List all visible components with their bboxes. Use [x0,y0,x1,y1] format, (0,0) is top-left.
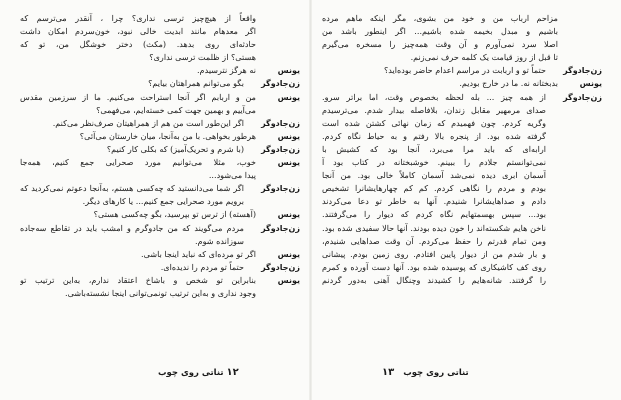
dialogue-line: می‌آییم و بهمین جهت کمی خسته‌ایم، می‌فهمی؟ [96,104,256,115]
text-line: هستی؟ از ظلمت ترسی نداری؟ [149,52,256,63]
dialogue-line: آسمان ابری دیده نمی‌شد آسمان کاملاً خالی بود. من آنجا [322,170,546,181]
dialogue-line: ارابه‌ای که باید مرا می‌برد، آنجا بود که کشیش با [322,143,546,154]
dialogue-entry [20,248,300,261]
paragraph-lines [20,12,256,64]
dialogue-entry [20,77,300,90]
page-number: ۱۳ [382,366,395,378]
dialogue-entry [322,91,602,287]
speaker-name: زن‌جادوگر [261,262,300,272]
dialogue-line: روی کف کاشیکاری که پوسیده شده بود. آنها دست آورده و کمرم [322,261,546,272]
dialogue-line: سوزانده شوم. [195,235,244,246]
speaker-name: یونس [277,131,300,141]
dialogue-line: خوب، مثلا می‌توانیم مورد صحرایی جمع کنیم، همه‌جا [20,157,256,168]
speaker-name: زن‌جادوگر [261,144,300,154]
dialogue-line: بودم و مردم را نگاهی کردم. کم کم چهارهایشانرا تشخیص [322,183,546,194]
dialogue-entry [322,77,602,90]
dialogue-line: بدبختانه نه. ما در خارج بودیم. [459,78,558,89]
dialogue-line: نه هرگز نترسیدم. [196,65,256,76]
page-footer [382,366,469,380]
dialogue-line: و بار شدم من از دیوار پایین افتادم. روی زمین بودم. پیشانی [322,248,546,259]
dialogue-line: گرفته شده بود. از پنجره بالا رفتم و به حیاط نگاه کردم. [322,130,546,141]
left-page [20,12,300,384]
dialogue-line: دادم و صداهایشانرا شنیدم. آنها به خاطر تو دعا می‌کردند [322,196,546,207]
dialogue-line: حتماً تو مردم را ندیده‌ای. [160,261,244,272]
speaker-name: یونس [579,79,602,89]
dialogue-line: (با شرم و تحریک‌آمیز) که بکلی کار کنیم؟ [106,143,244,154]
dialogue-line: مردم می‌گویند که من جادوگرم و امشب باید در تقاطع سه‌جاده [20,222,244,233]
speaker-name: یونس [277,275,300,285]
dialogue-line: حتماً تو و اربابت در مراسم اعدام حاضر بوده‌اید؟ [383,65,546,76]
speaker-name: یونس [277,66,300,76]
text-line: واقعاً از هیچ‌چیز ترسی نداری؟ چرا ، آنقدر می‌ترسم که [20,13,256,23]
dialogue-line: من و اربابم اگر آنجا استراحت می‌کنیم. ما از سرزمین مقدس [20,91,256,102]
right-page [322,12,602,384]
dialogue-line: از همه چیز ... بله لحظه بخصوص وقت، اما براتر سرو. [322,91,546,102]
dialogue-entry [20,130,300,143]
text-line: تا قبل از روز قیامت یک کلمه حرف نمی‌زنم. [410,52,558,63]
speaker-name: یونس [277,249,300,259]
dialogue-line: وگریه کردم. چون فهمیدم که زمان نهائی کشتن شده است [322,117,546,128]
speaker-spacer [256,12,300,64]
running-title: تناتی روی چوب [403,367,469,378]
paragraph [322,12,602,64]
paragraph [20,12,300,64]
dialogue-line: اگر شما می‌دانستید که چه‌کسی هستم، به‌آنجا دعوتم نمی‌کردید که [20,183,244,194]
text-line: حادثه‌ای روی بدهد. (مکث) دختر خوشگل من، تو که [20,39,256,50]
dialogue-line: پیدا می‌شود... [208,170,256,181]
dialogue-line: بود... سپس بهسمتهایم نگاه کردم که دیوار را می‌گرفتند. [322,209,546,220]
speaker-name: زن‌جادوگر [261,223,300,233]
dialogue-entry [322,64,602,77]
dialogue-line: ومن تمام قدرتم را حفظ می‌کردم. آن وقت صداهایی شنیدم، [322,235,546,246]
speaker-name: زن‌جادوگر [563,92,602,102]
dialogue-line: هرطور بخواهی. با من به‌آنجا، میان خارستان می‌آئی؟ [79,130,256,141]
speaker-name: زن‌جادوگر [261,79,300,89]
dialogue-entry [20,182,300,208]
text-line: اصلا سرد نمی‌آورم و آن وقت همه‌چیز را مسخره می‌گیرم [322,39,558,50]
text-line: اگر معدهام مانند ابدیت خالی نبود، خون‌سردم امکان داشت [20,26,256,37]
dialogue-line: بگو می‌توانم همراهتان بیایم؟ [148,78,244,89]
speaker-name: یونس [277,92,300,102]
speaker-spacer [558,12,602,64]
text-line: مزاحم ارباب من و خود من بشوی، مگر اینکه ماهم مرده [322,13,558,23]
dialogue-line: صدای مرمهیر مقابل زندان، بلافاصله بیدار شدم. می‌ترسیدم [322,104,546,115]
dialogue-entry [20,208,300,221]
book-gutter [309,0,312,400]
speaker-name: زن‌جادوگر [261,184,300,194]
dialogue-entry [20,274,300,300]
dialogue-line: وجود نداری و به‌این ترتیب تونمی‌توانی اینجا نشسته‌باشی. [65,287,256,298]
dialogue-line: (آهسته) از ترس تو بپرسید، بگو چه‌کسی هستی؟ [93,209,256,220]
dialogue-line: ناخن هایم شکسته‌اند را خون دیده بودند. آنها حالا سفیدی شده بود. [322,222,546,233]
dialogue-entry [20,261,300,274]
dialogue-line: برویم مورد صحرایی جمع کنیم... یا کارهای دیگر. [82,196,244,207]
dialogue-line: بنابراین تو شخص و باشاخ اعتقاد ندارم، به‌این ترتیب تو [20,274,256,285]
dialogue-line: اگر تو مرده‌ای که نباید اینجا باشی. [141,248,256,259]
running-title: تناتی روی چوب [158,367,224,378]
page-number: ۱۲ [226,366,239,378]
dialogue-entry [20,156,300,182]
speaker-name: یونس [277,210,300,220]
dialogue-line: نمی‌توانستم جلادم را ببینم. خوشبختانه در کتاب بود آ [322,157,546,168]
dialogue-line: اگر این‌طور است من هم از همراهیتان صرف‌نظر می‌کنم. [52,117,244,128]
dialogue-line: را گرفتند. شانه‌هایم را کشیدند وچنگال آهنی به‌دور گردنم [322,274,546,285]
speaker-name: زن‌جادوگر [261,118,300,128]
text-line: باشیم و مبدل بخیمه شده باشیم... اگر اینطور باشد من [322,26,558,37]
dialogue-entry [20,64,300,77]
dialogue-entry [20,143,300,156]
dialogue-entry [20,222,300,248]
page-footer [158,366,245,380]
dialogue-entry [20,117,300,130]
speaker-name: یونس [277,158,300,168]
speaker-name: زن‌جادوگر [563,66,602,76]
dialogue-entry [20,91,300,117]
